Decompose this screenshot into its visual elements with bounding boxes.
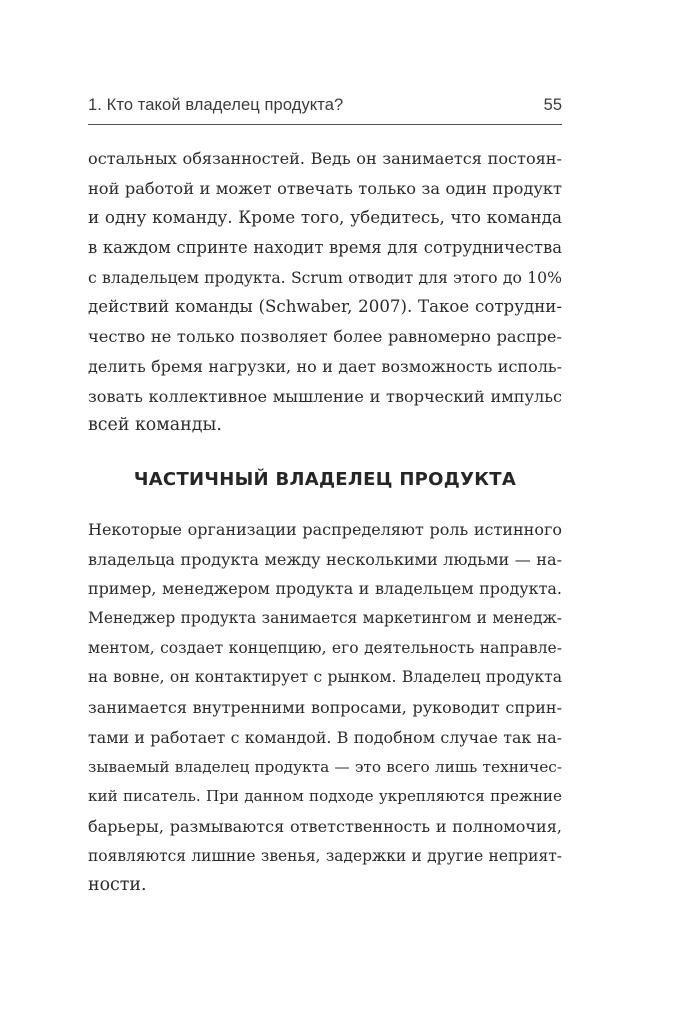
text-line: барьеры, размываются ответственность и полномочия, [88,816,562,836]
text-line: в каждом спринте находит время для сотрудничества [88,238,562,258]
text-line: ной работой и может отвечать только за один продукт [88,178,562,198]
text-line: ментом, создает концепцию, его деятельность направле- [88,638,562,657]
page-number: 55 [543,96,562,114]
text-line: Менеджер продукта занимается маркетингом и менедж- [88,609,562,628]
text-line: ности. [88,875,147,896]
section-heading: ЧАСТИЧНЫЙ ВЛАДЕЛЕЦ ПРОДУКТА [133,469,517,490]
text-line: занимается внутренними вопросами, руководит сприн- [88,698,562,718]
text-line: зовать коллективное мышление и творческий импульс [88,386,562,406]
text-line: действий команды (Schwaber, 2007). Такое сотрудни- [88,297,562,317]
text-line: тами и работает с командой. В подобном случае так на- [88,727,562,747]
running-head [88,96,562,122]
header-rule [88,124,562,125]
text-line: остальных обязанностей. Ведь он занимается постоян- [88,149,562,168]
text-line: пример, менеджером продукта и владельцем продукта. [88,579,562,599]
text-line: и одну команду. Кроме того, убедитесь, что команда [88,207,562,228]
text-line: на вовне, он контактирует с рынком. Владелец продукта [88,668,562,687]
text-line: зываемый владелец продукта — это всего лишь техничес- [88,757,562,776]
paragraph-1 [88,144,562,441]
chapter-title: 1. Кто такой владелец продукта? [88,96,344,114]
text-line: с владельцем продукта. Scrum отводит для этого до 10% [88,267,562,287]
paragraph-2 [88,515,562,901]
text-line: появляются лишние звенья, задержки и другие неприят- [88,846,562,865]
text-line: чество не только позволяет более равномерно распре- [88,327,562,347]
text-line: всей команды. [88,415,222,436]
text-line: кий писатель. При данном подходе укрепляются прежние [88,787,562,806]
text-line: делить бремя нагрузки, но и дает возможность исполь- [88,356,562,376]
text-line: Некоторые организации распределяют роль истинного [88,520,562,539]
text-line: владельца продукта между несколькими людьми — на- [88,549,562,569]
